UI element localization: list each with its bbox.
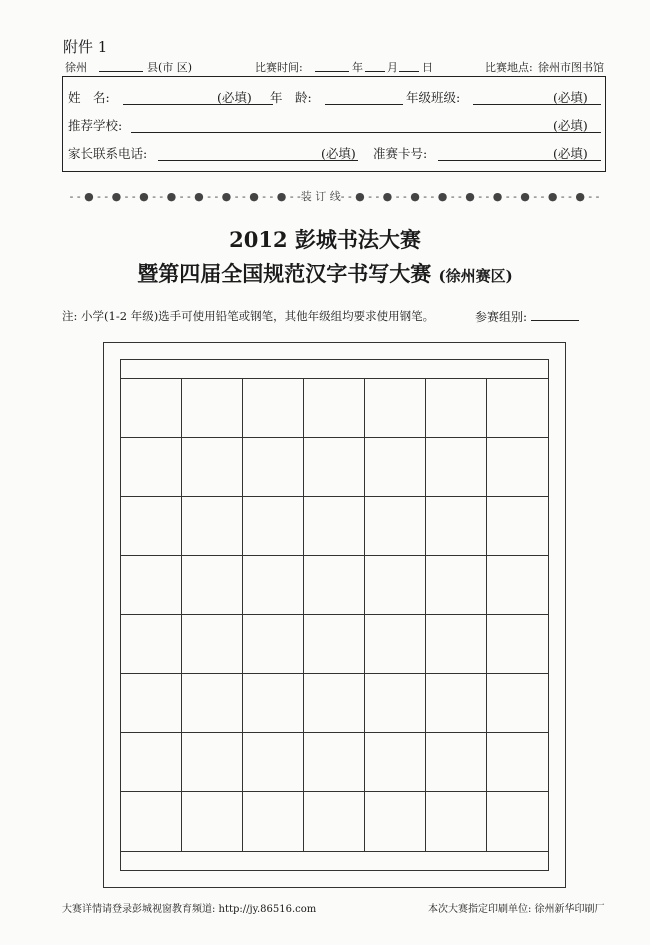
group-label-row: [475, 308, 579, 325]
county-blank[interactable]: [99, 59, 143, 72]
competition-info-row: [65, 59, 610, 75]
subtitle-main: 暨第四届全国规范汉字书写大赛: [137, 261, 432, 286]
grid-cell[interactable]: [304, 556, 365, 615]
page-title: 2012 彭城书法大赛: [229, 227, 421, 252]
grid-cell[interactable]: [487, 497, 548, 556]
grid-cell[interactable]: [121, 615, 182, 674]
grid-cell[interactable]: [304, 674, 365, 733]
grid-cell[interactable]: [365, 438, 426, 497]
grid-cell[interactable]: [121, 556, 182, 615]
grid-cell[interactable]: [121, 497, 182, 556]
grid-cell[interactable]: [426, 674, 487, 733]
grade-required: (必填): [553, 90, 588, 105]
ticket-label: 准赛卡号:: [373, 146, 428, 161]
grid-cell[interactable]: [426, 792, 487, 851]
age-field[interactable]: [325, 92, 403, 105]
page-subtitle: [0, 258, 650, 288]
grid-cell[interactable]: [121, 733, 182, 792]
year-blank[interactable]: [315, 59, 349, 72]
grid-cell[interactable]: [365, 556, 426, 615]
registration-box: [62, 76, 606, 172]
county-label: 县(市 区): [147, 61, 193, 74]
grid-cell[interactable]: [243, 674, 304, 733]
grid-cell[interactable]: [243, 792, 304, 851]
grid-cell[interactable]: [182, 615, 243, 674]
grid-cell[interactable]: [365, 792, 426, 851]
grid-cell[interactable]: [487, 792, 548, 851]
day-label: 日: [422, 61, 433, 74]
grid-cell[interactable]: [304, 379, 365, 438]
grid-cell[interactable]: [121, 438, 182, 497]
venue-value: 徐州市图书馆: [538, 61, 604, 74]
grid-cell[interactable]: [243, 497, 304, 556]
footer-printer: 本次大赛指定印刷单位: 徐州新华印刷厂: [428, 904, 605, 915]
ticket-required: (必填): [553, 146, 588, 161]
grid-cell[interactable]: [426, 438, 487, 497]
grid-cell[interactable]: [182, 733, 243, 792]
grid-cell[interactable]: [365, 674, 426, 733]
day-blank[interactable]: [399, 59, 419, 72]
grid-cell[interactable]: [304, 733, 365, 792]
group-field[interactable]: [531, 308, 579, 321]
school-label: 推荐学校:: [68, 118, 123, 133]
grid-cell[interactable]: [365, 497, 426, 556]
month-blank[interactable]: [365, 59, 385, 72]
month-label: 月: [387, 61, 398, 74]
grid-cell[interactable]: [243, 379, 304, 438]
grid-cell[interactable]: [182, 438, 243, 497]
grid-cell[interactable]: [487, 556, 548, 615]
grid-cell[interactable]: [182, 379, 243, 438]
footer-website: 大赛详情请登录彭城视窗教育频道: http://jy.86516.com: [62, 904, 317, 915]
grade-label: 年级班级:: [406, 90, 461, 105]
grid-cell[interactable]: [182, 674, 243, 733]
grid-cell[interactable]: [121, 379, 182, 438]
name-label: 姓 名:: [68, 90, 110, 105]
grid-cell[interactable]: [365, 615, 426, 674]
time-label: 比赛时间:: [255, 61, 303, 74]
school-required: (必填): [553, 118, 588, 133]
grid-cell[interactable]: [243, 733, 304, 792]
grid-cell[interactable]: [426, 556, 487, 615]
grid-cell[interactable]: [121, 674, 182, 733]
grid-cell[interactable]: [487, 379, 548, 438]
name-row: [63, 88, 605, 108]
grid-cell[interactable]: [365, 379, 426, 438]
year-label: 年: [352, 61, 363, 74]
grid-cell[interactable]: [304, 438, 365, 497]
grid-cell[interactable]: [243, 556, 304, 615]
grid-cell[interactable]: [243, 615, 304, 674]
grid-cell[interactable]: [365, 733, 426, 792]
grid-cell[interactable]: [487, 733, 548, 792]
grid-cell[interactable]: [426, 497, 487, 556]
attachment-label: 附件 1: [63, 38, 108, 56]
phone-row: [63, 144, 605, 164]
grid-cell[interactable]: [426, 379, 487, 438]
school-field[interactable]: [131, 120, 601, 133]
grid-cell[interactable]: [487, 674, 548, 733]
writing-grid-frame: [103, 342, 566, 888]
binding-line: - - ● - - ● - - ● - - ● - - ● - - ● - - ● - - ● - -装 订 线- - ● - - ● - - ● - - ● - - ● - - ● - - ● - - ● - - ● - -: [69, 190, 600, 203]
usage-note: 注: 小学(1-2 年级)选手可使用铅笔或钢笔，其他年级组均要求使用钢笔。: [62, 309, 435, 323]
phone-label: 家长联系电话:: [68, 146, 148, 161]
grid-cell[interactable]: [182, 497, 243, 556]
name-required: (必填): [217, 90, 252, 105]
school-row: [63, 116, 605, 136]
grid-cell[interactable]: [182, 792, 243, 851]
grid-cell[interactable]: [487, 438, 548, 497]
grid-cell[interactable]: [304, 497, 365, 556]
grid-cell[interactable]: [426, 615, 487, 674]
grid-cell[interactable]: [121, 792, 182, 851]
writing-grid-inner: [120, 359, 549, 871]
venue-label: 比赛地点:: [485, 61, 533, 74]
grid-cell[interactable]: [426, 733, 487, 792]
phone-required: (必填): [321, 146, 356, 161]
group-label: 参赛组别:: [475, 310, 528, 324]
grid-cell[interactable]: [304, 615, 365, 674]
city-label: 徐州: [65, 61, 87, 74]
grid-cell[interactable]: [304, 792, 365, 851]
grid-cell[interactable]: [243, 438, 304, 497]
grid-cell[interactable]: [487, 615, 548, 674]
writing-grid: [121, 378, 548, 852]
grid-cell[interactable]: [182, 556, 243, 615]
age-label: 年 龄:: [270, 90, 312, 105]
subtitle-region: (徐州赛区): [438, 267, 513, 285]
